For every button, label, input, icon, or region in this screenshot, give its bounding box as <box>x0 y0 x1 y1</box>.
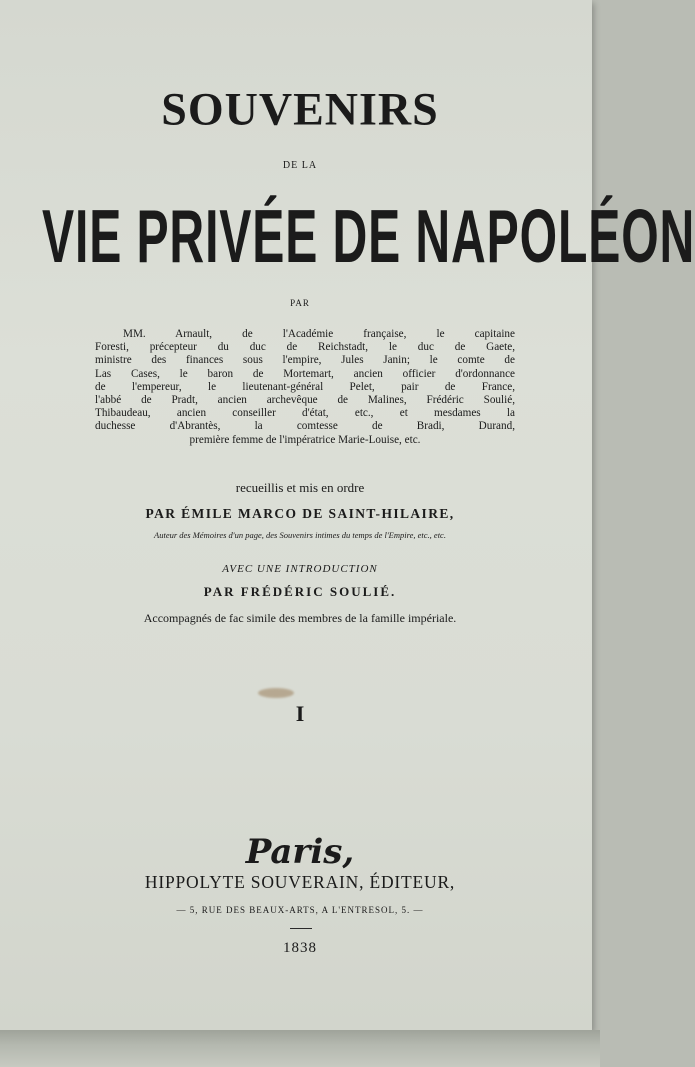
title-main: VIE PRIVÉE DE NAPOLÉON <box>42 193 695 279</box>
intro-label: AVEC UNE INTRODUCTION <box>222 563 378 575</box>
imprint-publisher: HIPPOLYTE SOUVERAIN, ÉDITEUR, <box>144 872 456 892</box>
intro-author: PAR FRÉDÉRIC SOULIÉ. <box>203 584 397 599</box>
editor-note: Auteur des Mémoires d'un page, des Souvenirs intimes du temps de l'Empire, etc., etc. <box>154 530 446 540</box>
imprint-address: — 5, RUE DES BEAUX-ARTS, A L'ENTRESOL, 5. — <box>176 905 424 915</box>
book-edge <box>0 1030 600 1067</box>
authors-line: Foresti, précepteur du duc de Reichstadt, le duc de Gaete, <box>95 341 515 354</box>
imprint-year: 1838 <box>283 940 317 956</box>
imprint-city: Paris, <box>245 832 355 872</box>
par-label: PAR <box>290 298 310 308</box>
authors-line: de l'empereur, le lieutenant-général Pelet, pair de France, <box>95 380 515 393</box>
editor-line: PAR ÉMILE MARCO DE SAINT-HILAIRE, <box>145 506 455 521</box>
facsimile-note: Accompagnés de fac simile des membres de la famille impériale. <box>143 611 457 625</box>
paper-stain <box>258 688 294 698</box>
divider-rule <box>290 928 312 929</box>
authors-line: Las Cases, le baron de Mortemart, ancien officier d'ordonnance <box>95 367 515 380</box>
authors-line: l'abbé de Pradt, ancien archevêque de Malines, Frédéric Soulié, <box>95 394 515 407</box>
title-souvenirs: SOUVENIRS <box>161 82 439 135</box>
authors-list <box>95 328 515 447</box>
authors-line: duchesse d'Abrantès, la comtesse de Bradi, Durand, <box>95 420 515 433</box>
recueillis-text: recueillis et mis en ordre <box>235 480 365 495</box>
authors-line: MM. Arnault, de l'Académie française, le capitaine <box>123 328 515 340</box>
authors-line: Thibaudeau, ancien conseiller d'état, etc., et mesdames la <box>95 407 515 420</box>
authors-line: première femme de l'impératrice Marie-Louise, etc. <box>189 433 421 446</box>
title-de-la: DE LA <box>282 160 318 171</box>
volume-number: I <box>295 701 305 726</box>
authors-line: ministre des finances sous l'empire, Jules Janin; le comte de <box>95 354 515 367</box>
